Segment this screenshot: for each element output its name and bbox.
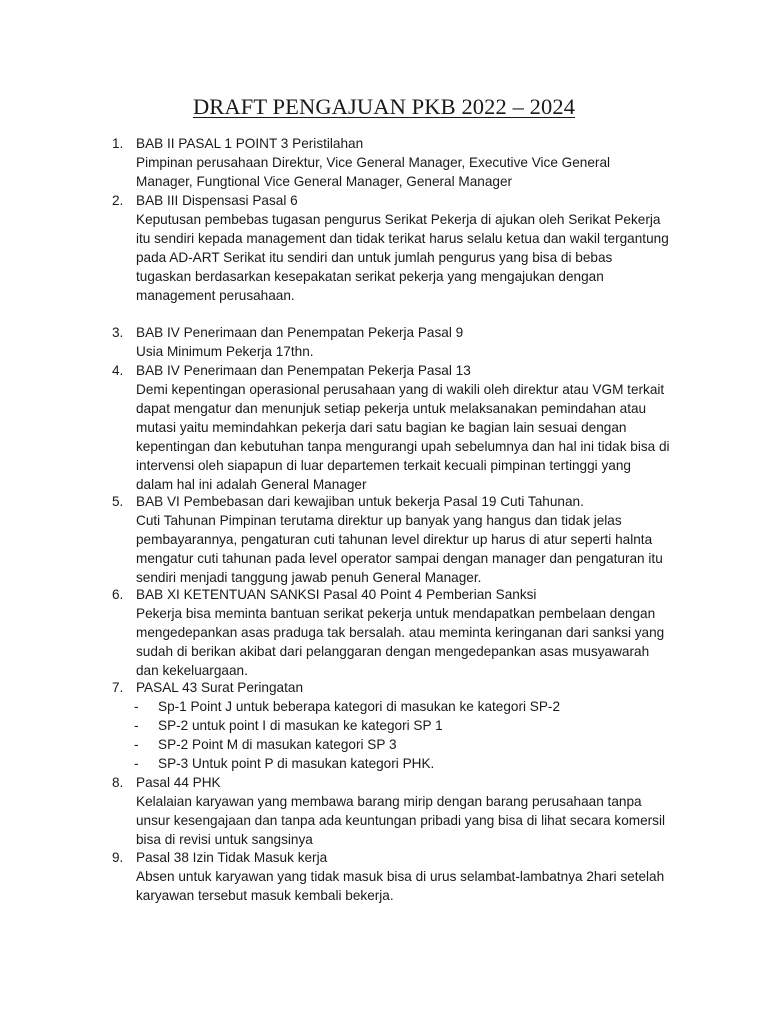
item-number: 9.: [112, 850, 124, 865]
item-text-line: kepentingan dan kebutuhan tanpa mengurangi upah sebelumnya dan hal ini tidak bisa di: [136, 439, 670, 454]
item-text-line: sendiri menjadi tanggung jawab penuh General Manager.: [136, 570, 482, 585]
sub-item-bullet: -: [134, 699, 139, 714]
item-text-line: pada AD-ART Serikat itu sendiri dan untuk jumlah pengurus yang bisa di bebas: [136, 250, 613, 265]
item-number: 3.: [112, 325, 124, 340]
item-text-line: tugaskan berdasarkan kesepakatan serikat pekerja yang mengajukan dengan: [136, 269, 604, 284]
item-text-line: karyawan tersebut masuk kembali bekerja.: [136, 888, 394, 903]
item-text-line: bisa di revisi untuk sangsinya: [136, 832, 313, 847]
sub-item-text: SP-2 Point M di masukan kategori SP 3: [158, 737, 397, 752]
item-text-line: intervensi oleh siapapun di luar departemen terkait kecuali pimpinan tertinggi yang: [136, 458, 631, 473]
item-heading: BAB II PASAL 1 POINT 3 Peristilahan: [136, 136, 364, 151]
item-text-line: pembayarannya, pengaturan cuti tahunan level direktur up harus di atur seperti halnta: [136, 532, 653, 547]
item-text-line: sudah di berikan akibat dari pelanggaran dengan mengedepankan asas musyawarah: [136, 644, 650, 659]
item-text-line: unsur kesengajaan dan tanpa ada keuntungan pribadi yang bisa di lihat secara komersil: [136, 813, 666, 828]
item-text-line: Absen untuk karyawan yang tidak masuk bisa di urus selambat-lambatnya 2hari setelah: [136, 869, 665, 884]
item-heading: BAB VI Pembebasan dari kewajiban untuk bekerja Pasal 19 Cuti Tahunan.: [136, 494, 584, 509]
item-text-line: Pekerja bisa meminta bantuan serikat pekerja untuk mendapatkan pembelaan dengan: [136, 606, 656, 621]
item-text-line: Usia Minimum Pekerja 17thn.: [136, 344, 314, 359]
document-title: DRAFT PENGAJUAN PKB 2022 – 2024: [192, 94, 576, 119]
item-text-line: mengedepankan asas praduga tak bersalah. atau meminta keringanan dari sanksi yang: [136, 625, 665, 640]
item-text-line: mutasi yaitu memindahkan pekerja dari satu bagian ke bagian lain sesuai dengan: [136, 420, 627, 435]
item-number: 7.: [112, 680, 124, 695]
item-number: 6.: [112, 587, 124, 602]
item-number: 4.: [112, 363, 124, 378]
sub-item-bullet: -: [134, 718, 139, 733]
sub-item-bullet: -: [134, 756, 139, 771]
item-text-line: dan kekeluargaan.: [136, 663, 248, 678]
sub-item-bullet: -: [134, 737, 139, 752]
item-heading: BAB III Dispensasi Pasal 6: [136, 193, 298, 208]
item-text-line: Manager, Fungtional Vice General Manager, General Manager: [136, 174, 513, 189]
item-text-line: Demi kepentingan operasional perusahaan yang di wakili oleh direktur atau VGM terkait: [136, 382, 665, 397]
item-text-line: Keputusan pembebas tugasan pengurus Serikat Pekerja di ajukan oleh Serikat Pekerja: [136, 212, 661, 227]
sub-item-text: SP-2 untuk point I di masukan ke kategori SP 1: [158, 718, 443, 733]
sub-item-text: SP-3 Untuk point P di masukan kategori PHK.: [158, 756, 435, 771]
item-text-line: mengatur cuti tahunan pada level operator sampai dengan manager dan pengaturan itu: [136, 551, 663, 566]
item-number: 5.: [112, 494, 124, 509]
item-heading: Pasal 38 Izin Tidak Masuk kerja: [136, 850, 328, 865]
item-text-line: Pimpinan perusahaan Direktur, Vice General Manager, Executive Vice General: [136, 155, 611, 170]
item-number: 8.: [112, 775, 124, 790]
item-text-line: Cuti Tahunan Pimpinan terutama direktur up banyak yang hangus dan tidak jelas: [136, 513, 622, 528]
item-heading: BAB IV Penerimaan dan Penempatan Pekerja Pasal 13: [136, 363, 471, 378]
item-text-line: management perusahaan.: [136, 288, 295, 303]
item-text-line: dalam hal ini adalah General Manager: [136, 477, 367, 492]
item-number: 2.: [112, 193, 124, 208]
item-heading: BAB XI KETENTUAN SANKSI Pasal 40 Point 4 Pemberian Sanksi: [136, 587, 537, 602]
item-text-line: dapat mengatur dan menunjuk setiap pekerja untuk melaksanakan pemindahan atau: [136, 401, 647, 416]
item-heading: BAB IV Penerimaan dan Penempatan Pekerja Pasal 9: [136, 325, 464, 340]
item-text-line: Kelalaian karyawan yang membawa barang mirip dengan barang perusahaan tanpa: [136, 794, 642, 809]
item-text-line: itu sendiri kepada management dan tidak terikat harus selalu ketua dan wakil tergantung: [136, 231, 669, 246]
item-number: 1.: [112, 136, 124, 151]
sub-item-text: Sp-1 Point J untuk beberapa kategori di masukan ke kategori SP-2: [158, 699, 561, 714]
item-heading: Pasal 44 PHK: [136, 775, 221, 790]
item-heading: PASAL 43 Surat Peringatan: [136, 680, 304, 695]
